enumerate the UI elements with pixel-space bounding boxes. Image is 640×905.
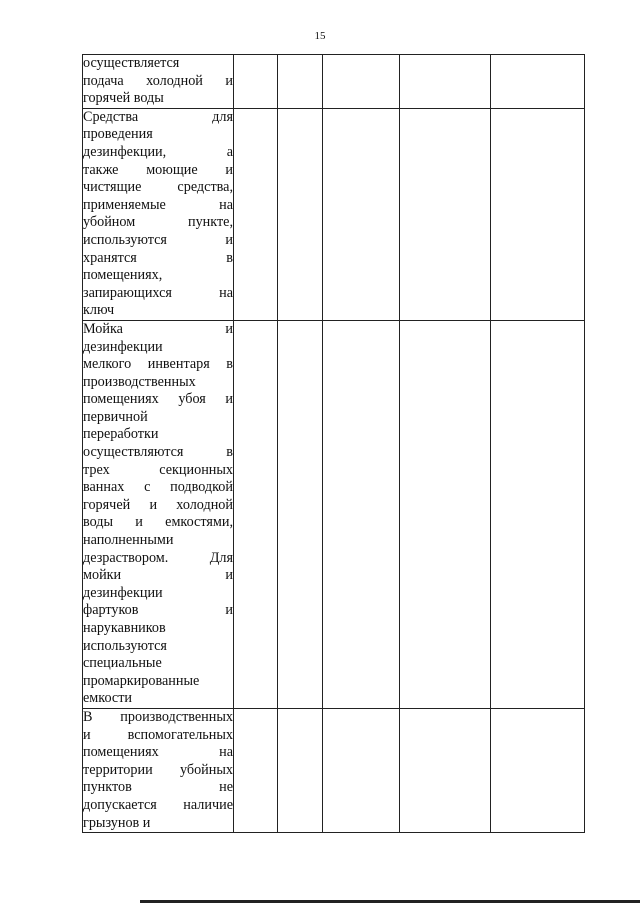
requirement-line: переработки	[83, 426, 159, 443]
requirement-cell	[83, 320, 234, 708]
requirement-line: осуществляются в	[83, 444, 233, 461]
empty-cell[interactable]	[234, 320, 278, 708]
requirement-line: также моющие и	[83, 161, 233, 178]
requirement-line: используются и	[83, 231, 233, 248]
requirement-line: осуществляется	[83, 55, 180, 71]
empty-cell[interactable]	[400, 108, 491, 320]
requirement-line: мелкого инвентаря в	[83, 356, 233, 373]
empty-cell[interactable]	[323, 55, 400, 109]
empty-cell[interactable]	[323, 708, 400, 832]
requirement-cell	[83, 108, 234, 320]
requirement-line: хранятся в	[83, 249, 233, 266]
requirement-line: первичной	[83, 408, 148, 425]
empty-cell[interactable]	[491, 108, 585, 320]
empty-cell[interactable]	[234, 708, 278, 832]
checklist-table	[82, 54, 585, 833]
requirement-line: пунктов не	[83, 779, 233, 796]
empty-cell[interactable]	[491, 708, 585, 832]
requirement-line: дезинфекции	[83, 584, 163, 601]
requirement-line: трех секционных	[83, 461, 233, 478]
requirement-line: помещениях на	[83, 744, 233, 761]
empty-cell[interactable]	[234, 55, 278, 109]
requirement-line: промаркированные	[83, 672, 200, 689]
requirement-line: проведения	[83, 126, 153, 143]
empty-cell[interactable]	[278, 108, 323, 320]
table-row	[83, 708, 585, 832]
requirement-line: нарукавников	[83, 620, 166, 636]
requirement-line: территории убойных	[83, 761, 233, 778]
requirement-cell	[83, 708, 234, 832]
requirement-line: подача холодной и	[83, 72, 233, 89]
requirement-line: горячей воды	[83, 90, 164, 107]
requirement-line: помещениях,	[83, 267, 163, 284]
empty-cell[interactable]	[323, 320, 400, 708]
empty-cell[interactable]	[491, 320, 585, 708]
requirement-line: Мойка и	[83, 320, 233, 337]
requirement-line: наполненными	[83, 532, 174, 549]
requirement-line: грызунов и	[83, 814, 151, 831]
table-row	[83, 320, 585, 708]
empty-cell[interactable]	[323, 108, 400, 320]
requirement-line: чистящие средства,	[83, 179, 233, 196]
requirement-line: запирающихся на	[83, 284, 233, 301]
empty-cell[interactable]	[278, 708, 323, 832]
requirement-text	[83, 709, 233, 832]
table-row	[83, 108, 585, 320]
requirement-line: используются	[83, 637, 167, 654]
empty-cell[interactable]	[278, 320, 323, 708]
bottom-rule	[140, 900, 640, 903]
requirement-line: дезинфекции, а	[83, 143, 233, 160]
empty-cell[interactable]	[278, 55, 323, 109]
requirement-line: производственных	[83, 373, 196, 390]
table-row	[83, 55, 585, 109]
requirement-line: мойки и	[83, 567, 233, 584]
requirement-line: дезинфекции	[83, 338, 163, 355]
requirement-cell	[83, 55, 234, 109]
requirement-text	[83, 55, 233, 108]
empty-cell[interactable]	[400, 320, 491, 708]
requirement-line: и вспомогательных	[83, 726, 233, 743]
requirement-line: ваннах с подводкой	[83, 479, 233, 496]
requirement-line: применяемые на	[83, 196, 233, 213]
empty-cell[interactable]	[400, 55, 491, 109]
requirement-line: ключ	[83, 302, 115, 319]
requirement-text	[83, 109, 233, 320]
requirement-line: емкости	[83, 690, 132, 707]
requirement-line: специальные	[83, 655, 162, 672]
page-number: 15	[314, 30, 326, 42]
requirement-line: фартуков и	[83, 602, 233, 619]
requirement-line: горячей и холодной	[83, 496, 233, 513]
requirement-line: помещениях убоя и	[83, 391, 233, 408]
requirement-line: Средства для	[83, 108, 233, 125]
empty-cell[interactable]	[491, 55, 585, 109]
empty-cell[interactable]	[400, 708, 491, 832]
requirement-text	[83, 321, 233, 708]
requirement-line: воды и емкостями,	[83, 514, 233, 531]
requirement-line: дезраствором. Для	[83, 549, 233, 566]
requirement-line: убойном пункте,	[83, 214, 233, 231]
requirement-line: допускается наличие	[83, 796, 233, 813]
empty-cell[interactable]	[234, 108, 278, 320]
requirement-line: В производственных	[83, 708, 233, 725]
